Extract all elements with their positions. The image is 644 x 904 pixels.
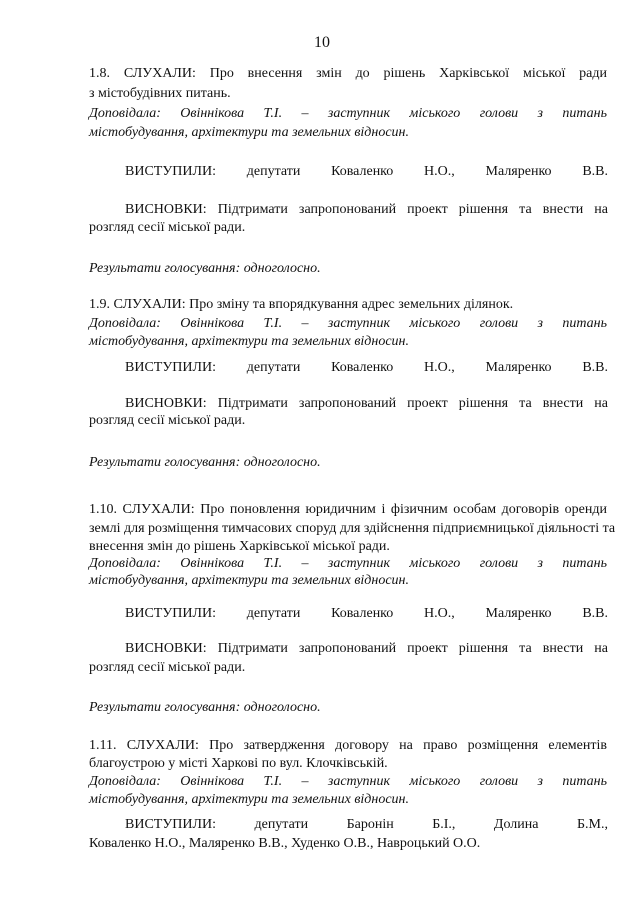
item-1-8-reporter-line-2: містобудування, архітектури та земельних відносин. bbox=[89, 125, 409, 140]
item-1-10-heard-line-3: внесення змін до рішень Харківської міської ради. bbox=[89, 539, 390, 554]
item-1-8-conclusions-line-1: ВИСНОВКИ: Підтримати запропонований проект рішення та внести на bbox=[125, 202, 608, 217]
item-1-9-spoke: ВИСТУПИЛИ: депутати Коваленко Н.О., Маляренко В.В. bbox=[125, 360, 608, 375]
item-1-11-spoke-line-2: Коваленко Н.О., Маляренко В.В., Худенко О.В., Навроцький О.О. bbox=[89, 836, 481, 851]
item-1-8-heard-line-1: 1.8. СЛУХАЛИ: Про внесення змін до рішень Харківської міської ради bbox=[89, 66, 607, 81]
item-1-8-heard-line-2: з містобудівних питань. bbox=[89, 86, 231, 101]
item-1-11-spoke-line-1: ВИСТУПИЛИ: депутати Баронін Б.І., Долина Б.М., bbox=[125, 817, 608, 832]
item-1-10-heard-line-2: землі для розміщення тимчасових споруд для здійснення підприємницької діяльності та bbox=[89, 521, 616, 536]
item-1-8-vote: Результати голосування: одноголосно. bbox=[89, 261, 321, 276]
item-1-8-reporter-line-1: Доповідала: Овіннікова Т.І. – заступник міського голови з питань bbox=[89, 106, 607, 121]
item-1-9-reporter-line-1: Доповідала: Овіннікова Т.І. – заступник міського голови з питань bbox=[89, 316, 607, 331]
item-1-9-conclusions-line-2: розгляд сесії міської ради. bbox=[89, 413, 246, 428]
item-1-10-conclusions-line-1: ВИСНОВКИ: Підтримати запропонований проект рішення та внести на bbox=[125, 641, 608, 656]
item-1-10-spoke: ВИСТУПИЛИ: депутати Коваленко Н.О., Маляренко В.В. bbox=[125, 606, 608, 621]
item-1-11-reporter-line-1: Доповідала: Овіннікова Т.І. – заступник міського голови з питань bbox=[89, 774, 607, 789]
item-1-9-reporter-line-2: містобудування, архітектури та земельних відносин. bbox=[89, 334, 409, 349]
item-1-9-conclusions-line-1: ВИСНОВКИ: Підтримати запропонований проект рішення та внести на bbox=[125, 396, 608, 411]
item-1-10-conclusions-line-2: розгляд сесії міської ради. bbox=[89, 660, 246, 675]
item-1-10-heard-line-1: 1.10. СЛУХАЛИ: Про поновлення юридичним і фізичним особам договорів оренди bbox=[89, 502, 607, 517]
item-1-8-spoke: ВИСТУПИЛИ: депутати Коваленко Н.О., Маляренко В.В. bbox=[125, 164, 608, 179]
item-1-9-heard-line-1: 1.9. СЛУХАЛИ: Про зміну та впорядкування адрес земельних ділянок. bbox=[89, 297, 514, 312]
item-1-10-reporter-line-1: Доповідала: Овіннікова Т.І. – заступник міського голови з питань bbox=[89, 556, 607, 571]
item-1-11-heard-line-1: 1.11. СЛУХАЛИ: Про затвердження договору на право розміщення елементів bbox=[89, 738, 607, 753]
item-1-8-conclusions-line-2: розгляд сесії міської ради. bbox=[89, 220, 246, 235]
page-number: 10 bbox=[314, 34, 330, 51]
item-1-10-vote: Результати голосування: одноголосно. bbox=[89, 700, 321, 715]
item-1-11-heard-line-2: благоустрою у місті Харкові по вул. Клочківській. bbox=[89, 756, 388, 771]
item-1-10-reporter-line-2: містобудування, архітектури та земельних відносин. bbox=[89, 573, 409, 588]
item-1-11-reporter-line-2: містобудування, архітектури та земельних відносин. bbox=[89, 792, 409, 807]
item-1-9-vote: Результати голосування: одноголосно. bbox=[89, 455, 321, 470]
